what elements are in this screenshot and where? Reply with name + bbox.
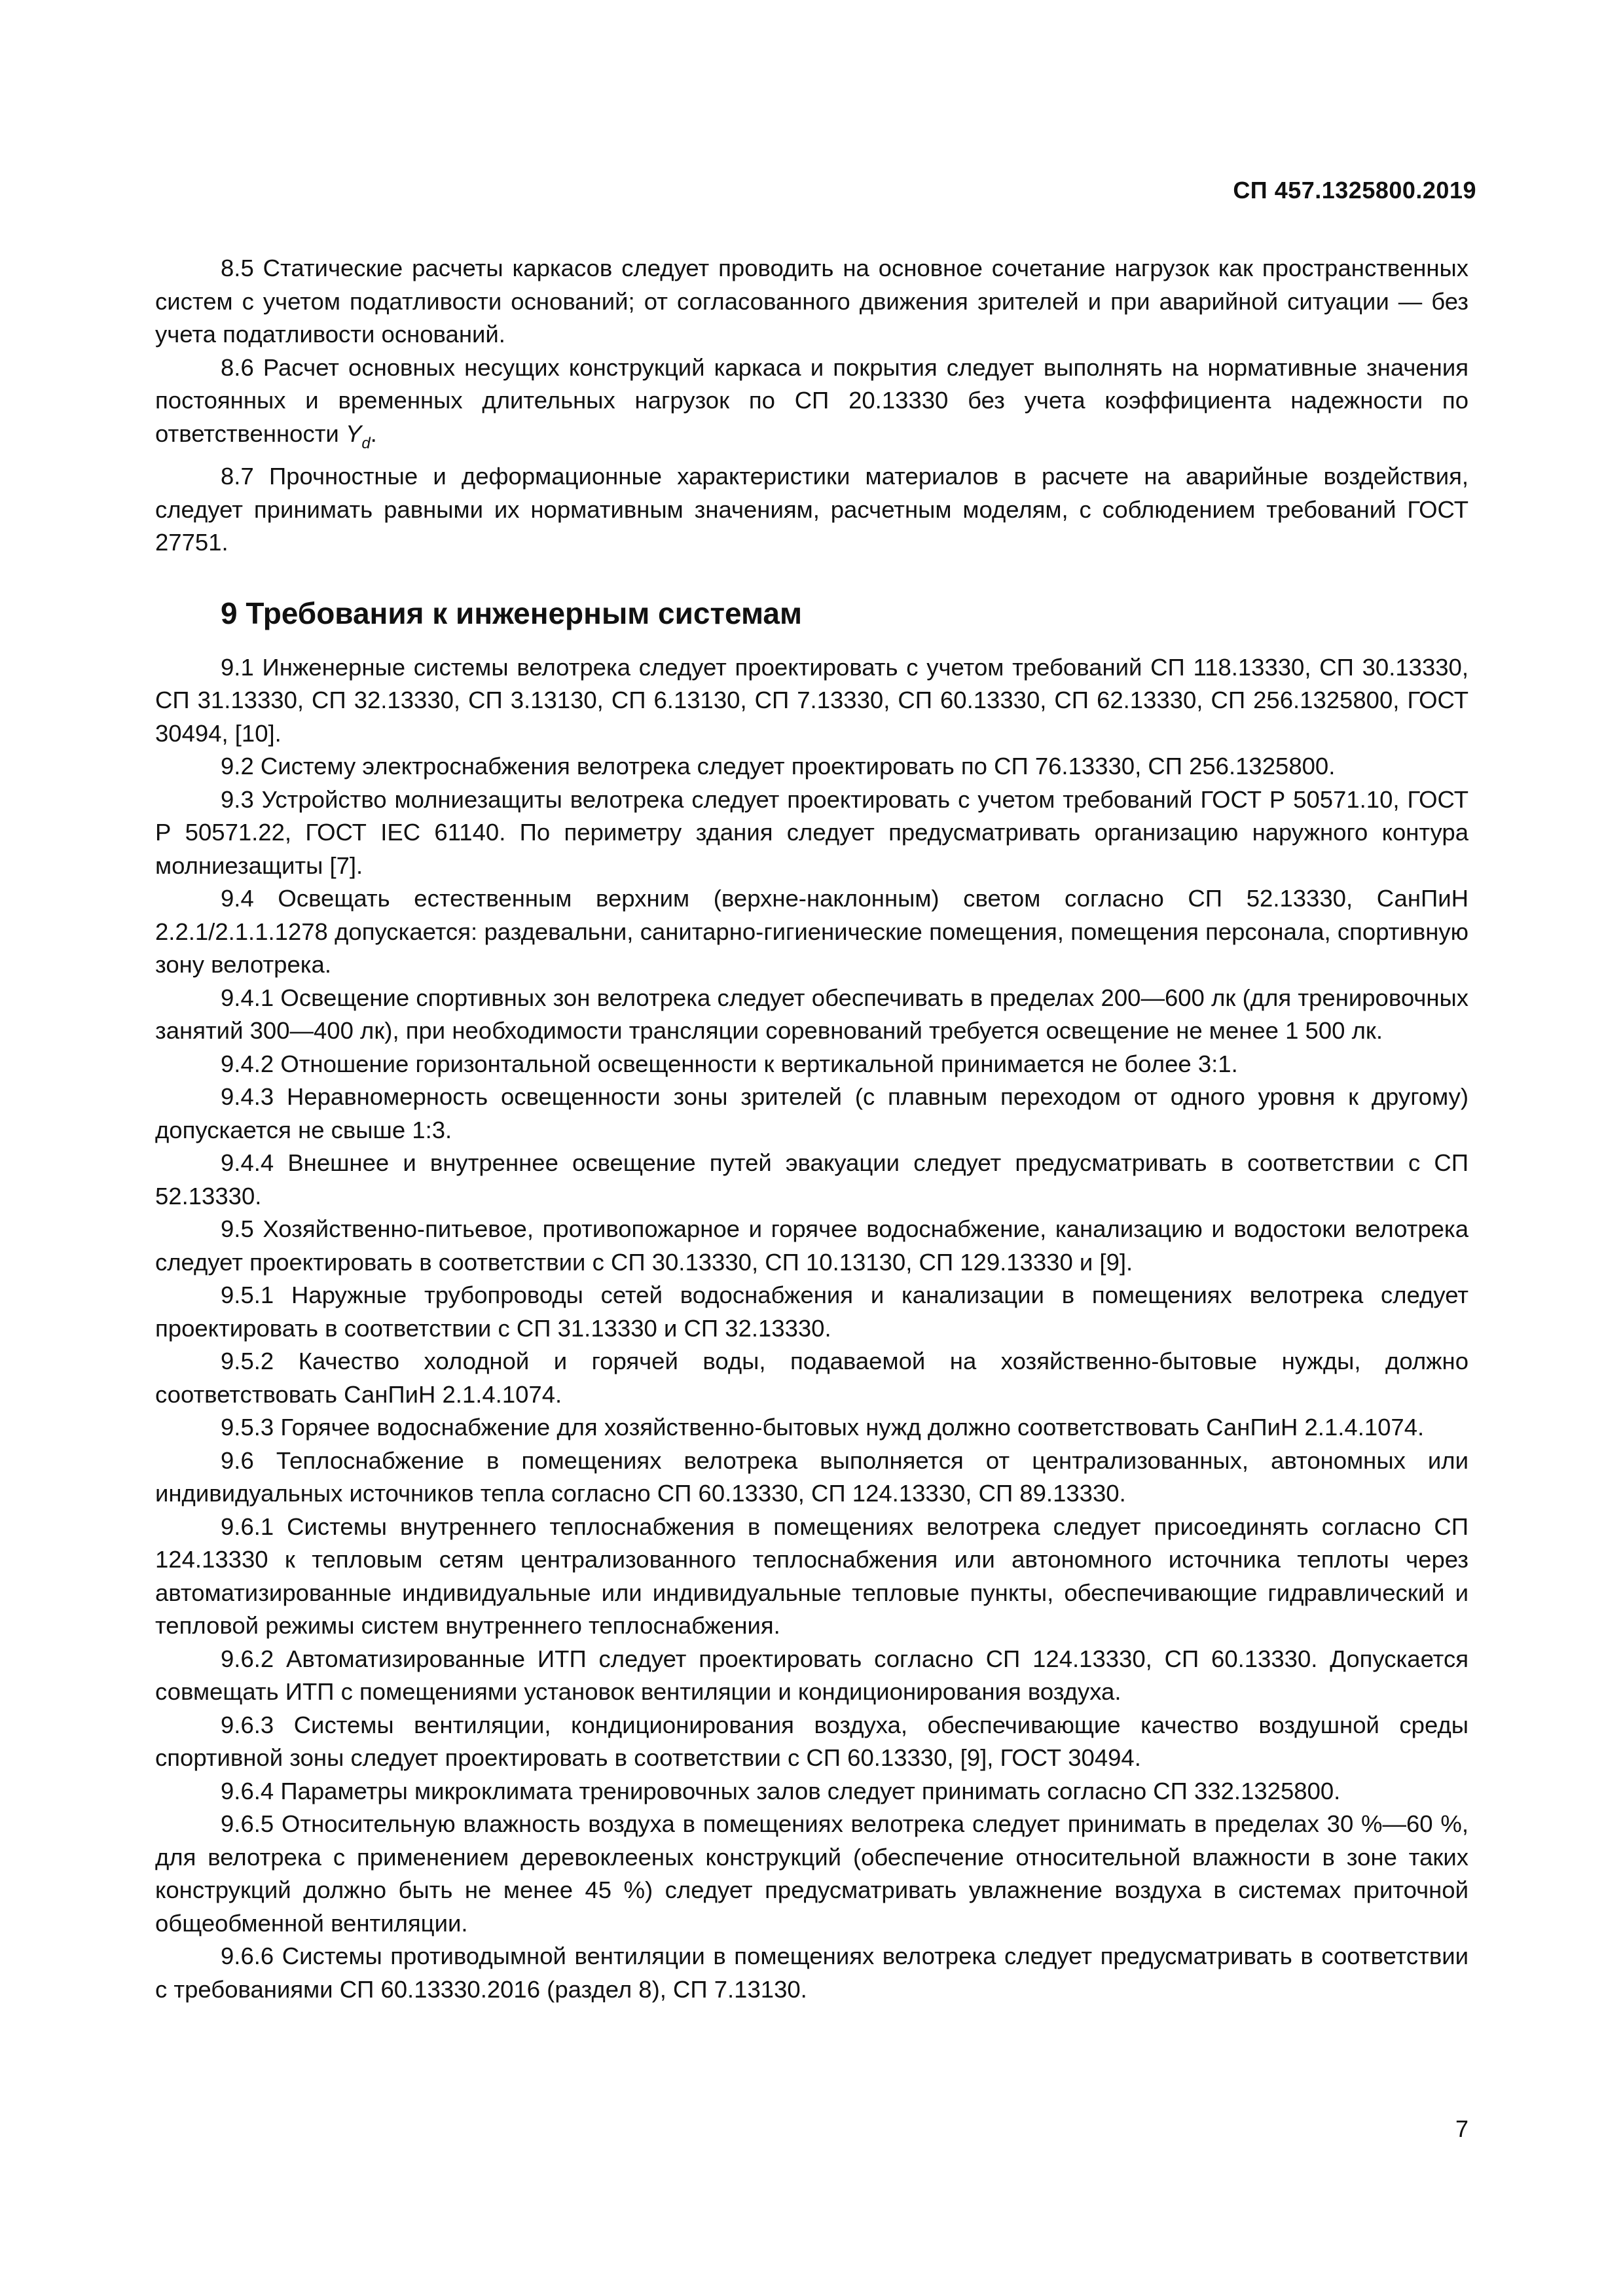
paragraph-8-6 — [155, 351, 1468, 461]
paragraph-9-6-2: 9.6.2 Автоматизированные ИТП следует проектировать согласно СП 124.13330, СП 60.13330. Допускается совмещать ИТП с помещениями установок вентиляции и кондиционирования воздуха. — [155, 1645, 1468, 1705]
paragraph-9-3: 9.3 Устройство молниезащиты велотрека следует проектировать с учетом требований ГОСТ Р 50571.10, ГОСТ Р 50571.22, ГОСТ IEC 61140. По периметру здания следует предусматривать организацию наружного контура молниезащиты [7]. — [155, 785, 1468, 879]
paragraph-9-6-1: 9.6.1 Системы внутреннего теплоснабжения в помещениях велотрека следует присоединять согласно СП 124.13330 к тепловым сетям централизованного теплоснабжения или автономного источника теплоты через автоматизированные индивидуальные или индивидуальные тепловые пункты, обеспечивающие гидравлический и тепловой режимы систем внутреннего теплоснабжения. — [155, 1513, 1468, 1639]
paragraph-8-5: 8.5 Статические расчеты каркасов следует проводить на основное сочетание нагрузок как пространственных систем с учетом податливости оснований; от согласованного движения зрителей и при аварийной ситуации — без учета податливости оснований. — [155, 255, 1468, 348]
paragraph-9-6-3: 9.6.3 Системы вентиляции, кондиционирования воздуха, обеспечивающие качество воздушной среды спортивной зоны следует проектировать в соответствии с СП 60.13330, [9], ГОСТ 30494. — [155, 1711, 1468, 1771]
paragraph-8-6-end: . — [370, 420, 377, 447]
paragraph-9-6-4: 9.6.4 Параметры микроклимата тренировочных залов следует принимать согласно СП 332.1325800. — [221, 1777, 1341, 1804]
paragraph-9-4-1: 9.4.1 Освещение спортивных зон велотрека следует обеспечивать в пределах 200—600 лк (для тренировочных занятий 300—400 лк), при необходимости трансляции соревнований требуется освещение не менее 1 500 лк. — [155, 984, 1468, 1044]
paragraph-9-6-5: 9.6.5 Относительную влажность воздуха в помещениях велотрека следует принимать в пределах 30 %—60 %, для велотрека с применением деревоклееных конструкций (обеспечение относительной влажности в зоне таких конструкций должно быть не менее 45 %) следует предусматривать увлажнение воздуха в системах приточной общеобменной вентиляции. — [155, 1810, 1468, 1937]
paragraph-9-4-3: 9.4.3 Неравномерность освещенности зоны зрителей (с плавным переходом от одного уровня к другому) допускается не свыше 1:3. — [155, 1083, 1468, 1143]
document-code-header: СП 457.1325800.2019 — [1233, 177, 1476, 204]
paragraph-9-6-6: 9.6.6 Системы противодымной вентиляции в помещениях велотрека следует предусматривать в соответствии с требованиями СП 60.13330.2016 (раздел 8), СП 7.13130. — [155, 1943, 1468, 2003]
paragraph-9-6: 9.6 Теплоснабжение в помещениях велотрека выполняется от централизованных, автономных или индивидуальных источников тепла согласно СП 60.13330, СП 124.13330, СП 89.13330. — [155, 1446, 1468, 1507]
paragraph-9-5: 9.5 Хозяйственно-питьевое, противопожарное и горячее водоснабжение, канализацию и водостоки велотрека следует проектировать в соответствии с СП 30.13330, СП 10.13130, СП 129.13330 и [9]. — [155, 1215, 1468, 1276]
reliability-coefficient-symbol: Y — [345, 420, 362, 447]
paragraph-8-6-text: 8.6 Расчет основных несущих конструкций каркаса и покрытия следует выполнять на нормативные значения постоянных и временных длительных нагрузок по СП 20.13330 без учета коэффициента надежности по ответственности — [155, 353, 1468, 447]
document-body — [155, 252, 1468, 2006]
page-number: 7 — [1455, 2115, 1468, 2142]
paragraph-9-1: 9.1 Инженерные системы велотрека следует проектировать с учетом требований СП 118.13330, СП 30.13330, СП 31.13330, СП 32.13330, СП 3.13130, СП 6.13130, СП 7.13330, СП 60.13330, СП 62.13330, СП 256.1325800, ГОСТ 30494, [10]. — [155, 653, 1468, 747]
paragraph-9-4: 9.4 Освещать естественным верхним (верхне-наклонным) светом согласно СП 52.13330, СанПиН 2.2.1/2.1.1.1278 допускается: раздевальни, санитарно-гигиенические помещения, помещения персонала, спортивную зону велотрека. — [155, 885, 1468, 978]
paragraph-9-5-2: 9.5.2 Качество холодной и горячей воды, подаваемой на хозяйственно-бытовые нужды, должно соответствовать СанПиН 2.1.4.1074. — [155, 1348, 1468, 1408]
reliability-coefficient-subscript: d — [361, 434, 371, 452]
paragraph-8-7: 8.7 Прочностные и деформационные характеристики материалов в расчете на аварийные воздействия, следует принимать равными их нормативным значениям, расчетным моделям, с соблюдением требований ГОСТ 27751. — [155, 463, 1468, 556]
paragraph-9-5-3: 9.5.3 Горячее водоснабжение для хозяйственно-бытовых нужд должно соответствовать СанПиН 2.1.4.1074. — [221, 1414, 1425, 1441]
paragraph-9-5-1: 9.5.1 Наружные трубопроводы сетей водоснабжения и канализации в помещениях велотрека следует проектировать в соответствии с СП 31.13330 и СП 32.13330. — [155, 1282, 1468, 1342]
paragraph-9-4-2: 9.4.2 Отношение горизонтальной освещенности к вертикальной принимается не более 3:1. — [221, 1050, 1238, 1077]
section-9-title: 9 Требования к инженерным системам — [221, 596, 803, 630]
paragraph-9-4-4: 9.4.4 Внешнее и внутреннее освещение путей эвакуации следует предусматривать в соответствии с СП 52.13330. — [155, 1149, 1468, 1210]
paragraph-9-2: 9.2 Систему электроснабжения велотрека следует проектировать по СП 76.13330, СП 256.1325800. — [221, 753, 1336, 780]
